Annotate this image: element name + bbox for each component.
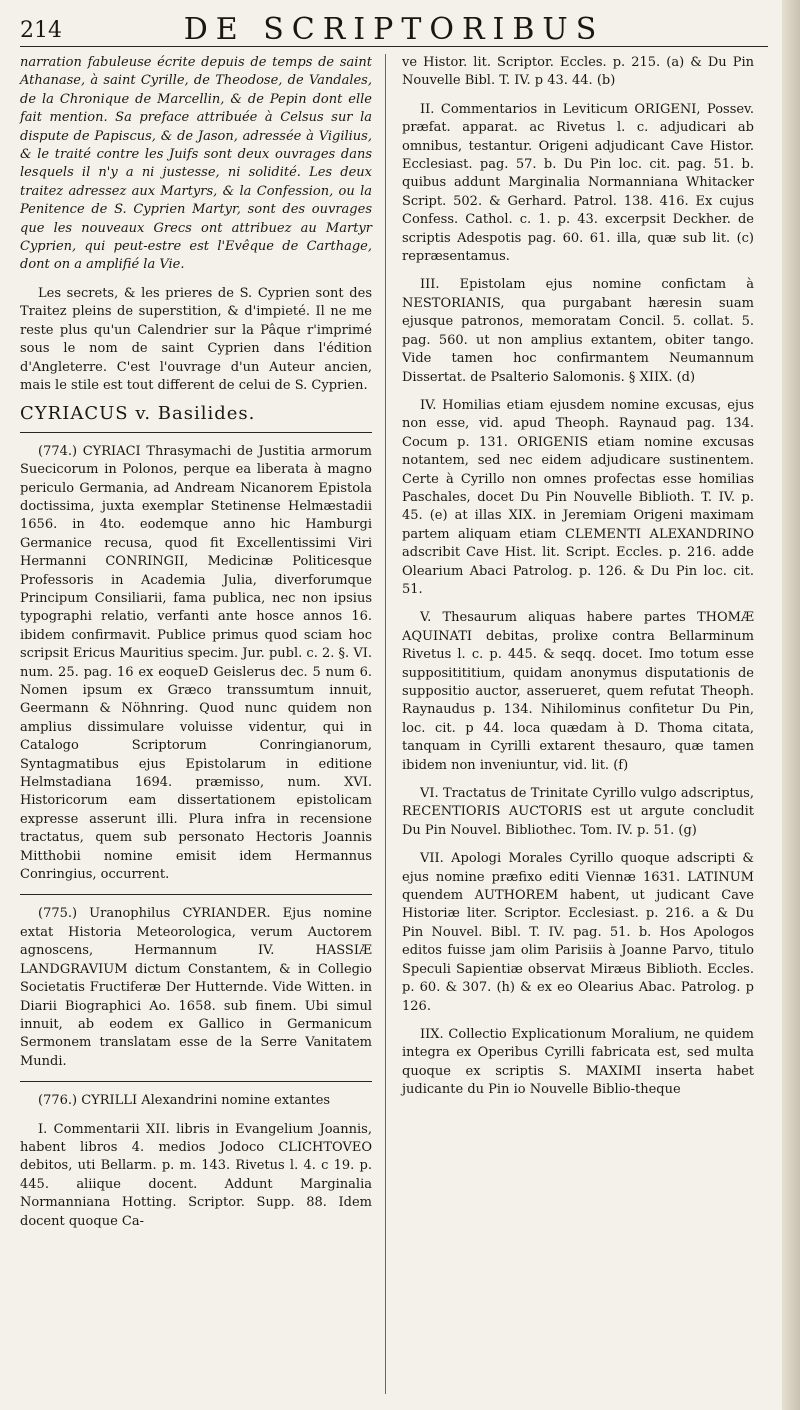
entry-775: (775.) Uranophilus CYRIANDER. Ejus nomine extat Historia Meteorologica, verum Auctorem agnoscens, Hermannum IV. HASSIÆ LANDGRAVIUM dictum Constantem, & in Collegio Societatis Fructiferæ Der Hutternde. Vide Witten. in Diarii Biographici Ao. 1658. sub finem. Ubi simul innuit, ab eodem ex Gallico in Germanicum Sermonem translatam esse de la Serre Vanitatem Mundi. (20, 906, 372, 1069)
item-4: IV. Homilias etiam ejusdem nomine excusas, ejus non esse, vid. apud Theoph. Raynaud pag. 134. Cocum p. 131. ORIGENIS etiam nomine excusas notantem, sed nec eidem adjudicare sustinentem. Certe à Cyrillo non omnes profectas esse homilias Paschales, docet Du Pin Nouvelle Biblioth. T. IV. p. 45. (e) at illas XIX. in Jeremiam Origeni maximam partem aliquam etiam CLEMENTI ALEXANDRINO adscribit Cave Hist. lit. Script. Eccles. p. 216. adde Olearium Abaci Patrolog. p. 126. & Du Pin loc. cit. 51. (402, 397, 754, 597)
section-rule (20, 432, 372, 433)
entry-rule (20, 1081, 372, 1082)
left-column (20, 54, 372, 1241)
item-3: III. Epistolam ejus nomine confictam à NESTORIANIS, qua purgabant hæresin suam ejusque patronos, memoratam Concil. 5. collat. 5. pag. 560. ut non amplius extantem, obiter tango. Vide tamen hoc confirmantem Neumannum Dissertat. de Psalterio Salomonis. § XIIX. (d) (402, 277, 754, 385)
item-2: II. Commentarios in Leviticum ORIGENI, Possev. præfat. apparat. ac Rivetus l. c. adjudicari ab omnibus, testantur. Origeni adjudicant Cave Histor. Ecclesiast. pag. 57. b. Du Pin loc. cit. pag. 51. b. quibus addunt Marginalia Normanniana Whitacker Script. 502. & Gerhard. Patrol. 138. 416. Ex cujus Confess. Cathol. c. 1. p. 43. excerpsit Deckher. de scriptis Adespotis pag. 60. 61. illa, quæ sub lit. (c) repræsentamus. (402, 101, 754, 265)
page-number: 214 (20, 18, 62, 43)
entry-rule (20, 894, 372, 895)
continuation-paragraph: ve Histor. lit. Scriptor. Eccles. p. 215. (a) & Du Pin Nouvelle Bibl. T. IV. p 43. 44. (b) (402, 55, 754, 89)
entry-774: (774.) CYRIACI Thrasymachi de Justitia armorum Suecicorum in Polonos, perque ea liberata à magno periculo Germania, ad Andream Nicanorem Epistola doctissima, juxta exemplar Stetinense Helmæstadii 1656. in 4to. eodemque anno hic Hamburgi Germanice recusa, quod fit Excellentissimi Viri Hermanni CONRINGII, Medicinæ Politicesque Professoris in Academia Julia, diverforumque Principum Consiliarii, fama publica, nec non ipsius typographi relatio, verfanti ante hosce annos 16. ibidem confirmavit. Publice primus quod sciam hoc scripsit Ericus Mauritius specim. Jur. publ. c. 2. §. VI. num. 25. pag. 16 ex eoqueD Geislerus dec. 5 num 6. Nomen ipsum ex Græco transsumtum innuit, Geermann & Nöhnring. Quod nunc quidem non amplius dissimulare voluisse videntur, qui in Catalogo Scriptorum Conringianorum, Syntagmatibus ejus Epistolarum in editione Helmstadiana 1694. præmisso, num. XVI. Historicorum eam dissertationem epistolicam expresse asserunt illi. Plura infra in recensione tractatus, quem sub personato Hectoris Joannis Mitthobii nomine emisit idem Hermannus Conringius, occurrent. (20, 443, 372, 883)
item-8: IIX. Collectio Explicationum Moralium, ne quidem integra ex Operibus Cyrilli fabricata est, sed multa quoque ex scriptis S. MAXIMI inserta habet judicante du Pin io Nouvelle Biblio-theque (402, 1026, 754, 1098)
right-column (402, 54, 754, 1110)
section-title: CYRIACUS v. Basilides. (20, 403, 256, 425)
entry-776-item-1: I. Commentarii XII. libris in Evangelium Joannis, habent libros 4. medios Jodoco CLICHTOVEO debitos, uti Bellarm. p. m. 143. Rivetus l. 4. c 19. p. 445. aliique docent. Addunt Marginalia Normanniana Hotting. Scriptor. Supp. 88. Idem docent quoque Ca- (20, 1121, 372, 1229)
page-header (20, 8, 768, 47)
column-divider (385, 54, 386, 1394)
item-7: VII. Apologi Morales Cyrillo quoque adscripti & ejus nomine præfixo editi Viennæ 1631. LATINUM quendem AUTHOREM habent, ut judicant Cave Historiæ liter. Scriptor. Ecclesiast. p. 216. a & Du Pin Nouvel. Bibl. T. IV. pag. 51. b. Hos Apologos editos fuisse jam olim Parisiis à Joanne Parvo, titulo Speculi Sapientiæ observat Miræus Biblioth. Eccles. p. 60. & 307. (h) & ex eo Olearius Abac. Patrolog. p 126. (402, 851, 754, 1014)
item-5: V. Thesaurum aliquas habere partes THOMÆ AQUINATI debitas, prolixe contra Bellarminum Rivetus l. c. p. 445. & seqq. docet. Imo totum esse suppositititium, quidam anonymus disputationis de suppositio auctor, asserueret, quem refutat Theoph. Raynaudus p. 134. Nihilominus confitetur Du Pin, loc. cit. p 44. loca quædam à D. Thoma citata, tanquam in Cyrilli extarent thesauro, quæ tamen ibidem non inveniuntur, vid. lit. (f) (402, 610, 754, 773)
running-title: DE SCRIPTORIBUS (183, 12, 605, 47)
entry-776: (776.) CYRILLI Alexandrini nomine extantes (38, 1093, 331, 1109)
item-6: VI. Tractatus de Trinitate Cyrillo vulgo adscriptus, RECENTIORIS AUCTORIS est ut argute concludit Du Pin Nouvel. Bibliothec. Tom. IV. p. 51. (g) (402, 786, 754, 838)
page-edge (782, 0, 800, 1410)
intro-paragraph: narration fabuleuse écrite depuis de temps de saint Athanase, à saint Cyrille, de Theodose, de Vandales, de la Chronique de Marcellin, & de Pepin dont elle fait mention. Sa preface attribuée à Celsus sur la dispute de Papiscus, & de Jason, adressée à Vigilius, & le traité contre les Juifs sont deux ouvrages dans lesquels il n'y a ni justesse, ni solidité. Les deux traitez adressez aux Martyrs, & la Confession, ou la Penitence de S. Cyprien Martyr, sont des ouvrages que les nouveaux Grecs ont attribuez au Martyr Cyprien, qui peut-estre est l'Evêque de Carthage, dont on a amplifié la Vie. (20, 55, 372, 273)
intro-paragraph-2: Les secrets, & les prieres de S. Cyprien sont des Traitez pleins de superstition, & d'impieté. Il ne me reste plus qu'un Calendrier sur la Pâque r'imprimé sous le nom de saint Cyprien dans l'édition d'Angleterre. C'est l'ouvrage d'un Auteur ancien, mais le stile est tout different de celui de S. Cyprien. (20, 285, 372, 393)
